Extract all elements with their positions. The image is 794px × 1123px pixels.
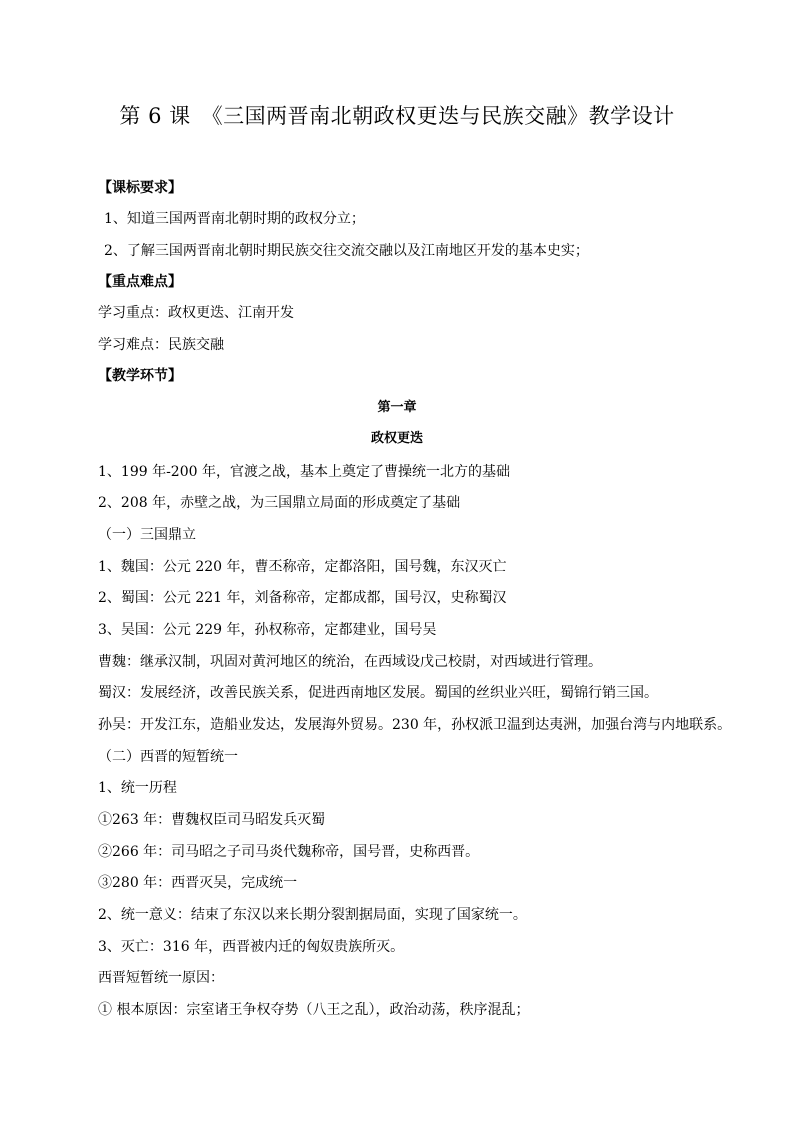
body-line: 1、199 年-200 年，官渡之战，基本上奠定了曹操统一北方的基础 bbox=[98, 464, 510, 480]
subsection-heading: （一）三国鼎立 bbox=[98, 527, 196, 543]
body-line: ① 根本原因：宗室诸王争权夺势（八王之乱），政治动荡，秩序混乱； bbox=[98, 1002, 530, 1018]
chapter-title: 政权更迭 bbox=[370, 431, 423, 446]
chapter-heading: 第一章 bbox=[377, 400, 417, 415]
body-line: 曹魏：继承汉制，巩固对黄河地区的统治，在西域设戊己校尉，对西域进行管理。 bbox=[98, 654, 602, 670]
body-line: 3、灭亡：316 年，西晋被内迁的匈奴贵族所灭。 bbox=[98, 939, 405, 955]
page-title: 第 6 课 《三国两晋南北朝政权更迭与民族交融》教学设计 bbox=[119, 104, 675, 128]
key-point: 学习重点：政权更迭、江南开发 bbox=[98, 305, 294, 321]
body-line: 孙吴：开发江东，造船业发达，发展海外贸易。230 年，孙权派卫温到达夷洲，加强台湾与内地联系。 bbox=[98, 717, 732, 733]
section-heading-curriculum: 【课标要求】 bbox=[98, 180, 182, 196]
requirement-1: 1、知道三国两晋南北朝时期的政权分立； bbox=[104, 211, 365, 227]
subsection-heading: （二）西晋的短暂统一 bbox=[98, 749, 238, 765]
difficulty-point: 学习难点：民族交融 bbox=[98, 337, 224, 353]
body-line: ②266 年：司马昭之子司马炎代魏称帝，国号晋，史称西晋。 bbox=[98, 844, 480, 860]
body-line: ①263 年：曹魏权臣司马昭发兵灭蜀 bbox=[98, 812, 326, 828]
section-heading-process: 【教学环节】 bbox=[98, 368, 182, 384]
body-line: 2、208 年，赤壁之战，为三国鼎立局面的形成奠定了基础 bbox=[98, 495, 461, 511]
body-line: 1、魏国：公元 220 年，曹丕称帝，定都洛阳，国号魏，东汉灭亡 bbox=[98, 559, 507, 575]
body-line: 3、吴国：公元 229 年，孙权称帝，定都建业，国号吴 bbox=[98, 622, 437, 638]
body-line: 西晋短暂统一原因： bbox=[98, 970, 224, 986]
section-heading-keypoints: 【重点难点】 bbox=[98, 274, 182, 290]
body-line: ③280 年：西晋灭吴，完成统一 bbox=[98, 875, 298, 891]
body-line: 2、统一意义：结束了东汉以来长期分裂割据局面，实现了国家统一。 bbox=[98, 907, 527, 923]
body-line: 蜀汉：发展经济，改善民族关系，促进西南地区发展。蜀国的丝织业兴旺，蜀锦行销三国。 bbox=[98, 685, 658, 701]
body-line: 2、蜀国：公元 221 年，刘备称帝，定都成都，国号汉，史称蜀汉 bbox=[98, 590, 507, 606]
requirement-2: 2、了解三国两晋南北朝时期民族交往交流交融以及江南地区开发的基本史实； bbox=[104, 243, 589, 259]
body-line: 1、统一历程 bbox=[98, 780, 177, 796]
